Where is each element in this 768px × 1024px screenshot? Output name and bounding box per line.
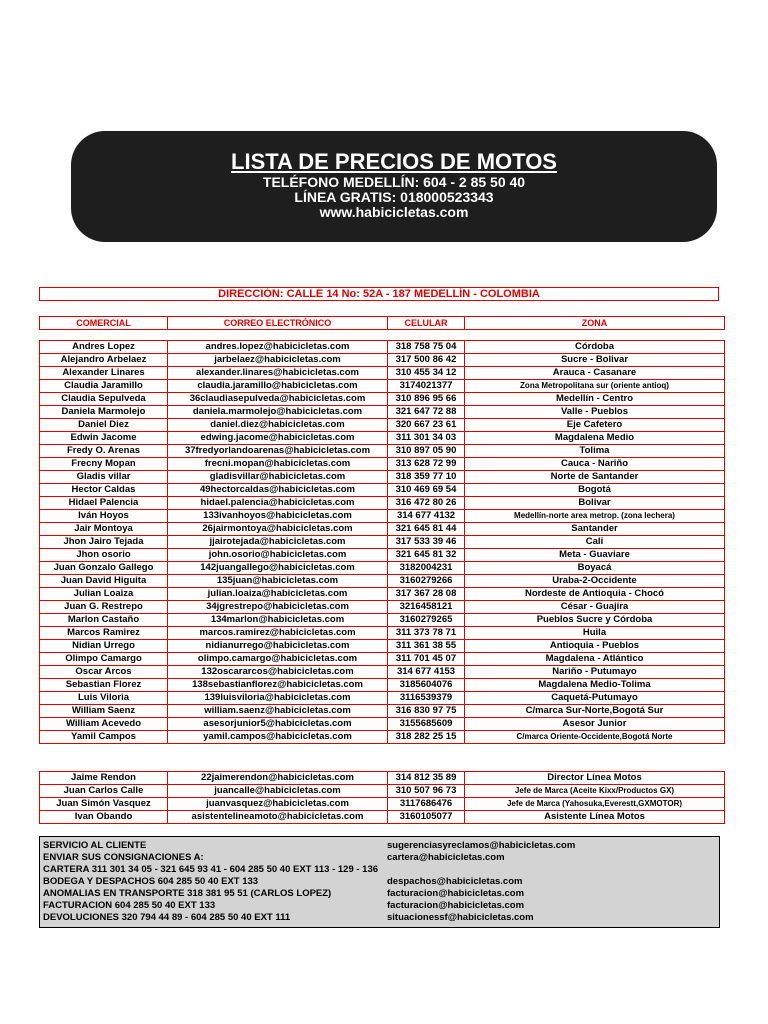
- phone-cell: 314 812 35 89: [388, 772, 465, 785]
- footer-panel: [39, 836, 720, 928]
- email-cell[interactable]: 37fredyorlandoarenas@habicicletas.com: [168, 445, 388, 458]
- phone-cell: 3185604076: [388, 679, 465, 692]
- zone-cell: Arauca - Casanare: [465, 367, 725, 380]
- footer-contact-line: DEVOLUCIONES 320 794 44 89 - 604 285 50 40 EXT 111: [43, 912, 291, 923]
- email-cell[interactable]: claudia.jaramillo@habicicletas.com: [168, 380, 388, 393]
- comercial-cell: Jaime Rendon: [40, 772, 168, 785]
- zone-cell: Tolima: [465, 445, 725, 458]
- zone-cell: Valle - Pueblos: [465, 406, 725, 419]
- table-row: [40, 772, 725, 785]
- comercial-cell: Alejandro Arbelaez: [40, 354, 168, 367]
- website[interactable]: www.habicicletas.com: [319, 204, 469, 220]
- email-cell[interactable]: asistentelineamoto@habicicletas.com: [168, 811, 388, 824]
- email-cell[interactable]: asesorjunior5@habicicletas.com: [168, 718, 388, 731]
- table-row: [40, 705, 725, 718]
- comercial-cell: Claudia Jaramillo: [40, 380, 168, 393]
- zone-cell: Uraba-2-Occidente: [465, 575, 725, 588]
- zone-cell: Jefe de Marca (Aceite Kixx/Productos GX): [465, 785, 725, 798]
- table-row: [40, 445, 725, 458]
- header-banner: [71, 131, 717, 242]
- zone-cell: César - Guajira: [465, 601, 725, 614]
- phone-cell: 316 830 97 75: [388, 705, 465, 718]
- column-header-zona: ZONA: [465, 317, 725, 330]
- phone-cell: 318 758 75 04: [388, 341, 465, 354]
- phone-cell: 310 469 69 54: [388, 484, 465, 497]
- email-cell[interactable]: hidael.palencia@habicicletas.com: [168, 497, 388, 510]
- comercial-cell: Daniela Marmolejo: [40, 406, 168, 419]
- comercial-cell: Yamil Campos: [40, 731, 168, 744]
- zone-cell: Jefe de Marca (Yahosuka,Everestt,GXMOTOR): [465, 798, 725, 811]
- footer-contact-line: ENVIAR SUS CONSIGNACIONES A:: [43, 852, 204, 863]
- comercial-cell: Olimpo Camargo: [40, 653, 168, 666]
- phone-cell: 317 367 28 08: [388, 588, 465, 601]
- zone-cell: Norte de Santander: [465, 471, 725, 484]
- email-cell[interactable]: 132oscararcos@habicicletas.com: [168, 666, 388, 679]
- phone-cell: 321 647 72 88: [388, 406, 465, 419]
- email-cell[interactable]: olimpo.camargo@habicicletas.com: [168, 653, 388, 666]
- zone-cell: Director Línea Motos: [465, 772, 725, 785]
- comercial-cell: Juan Carlos Calle: [40, 785, 168, 798]
- email-cell[interactable]: 26jairmontoya@habicicletas.com: [168, 523, 388, 536]
- comercial-cell: Julian Loaiza: [40, 588, 168, 601]
- email-cell[interactable]: 142juangallego@habicicletas.com: [168, 562, 388, 575]
- zone-cell: Cauca - Nariño: [465, 458, 725, 471]
- phone-cell: 313 628 72 99: [388, 458, 465, 471]
- comercial-cell: Sebastian Florez: [40, 679, 168, 692]
- phone-cell: 310 455 34 12: [388, 367, 465, 380]
- comercial-cell: Oscar Arcos: [40, 666, 168, 679]
- zone-cell: Boyacá: [465, 562, 725, 575]
- table-row: [40, 692, 725, 705]
- zone-cell: Magdalena - Atlántico: [465, 653, 725, 666]
- footer-email-line[interactable]: facturacion@habicicletas.com: [387, 888, 525, 899]
- footer-email-line[interactable]: facturacion@habicicletas.com: [387, 900, 525, 911]
- phone-cell: 3155685609: [388, 718, 465, 731]
- comercial-cell: Iván Hoyos: [40, 510, 168, 523]
- table-row: [40, 666, 725, 679]
- email-cell[interactable]: 133ivanhoyos@habicicletas.com: [168, 510, 388, 523]
- phone-cell: 3174021377: [388, 380, 465, 393]
- free-line: LÍNEA GRATIS: 018000523343: [294, 189, 494, 205]
- footer-email-line[interactable]: cartera@habicicletas.com: [387, 852, 505, 863]
- comercial-cell: Edwin Jacome: [40, 432, 168, 445]
- zone-cell: Santander: [465, 523, 725, 536]
- comercial-cell: Alexander Linares: [40, 367, 168, 380]
- zone-cell: Córdoba: [465, 341, 725, 354]
- email-cell[interactable]: 139luisviloria@habicicletas.com: [168, 692, 388, 705]
- table-row: [40, 731, 725, 744]
- phone-cell: 3216458121: [388, 601, 465, 614]
- zone-cell: C/marca Oriente-Occidente,Bogotá Norte: [465, 731, 725, 744]
- comercial-cell: Juan G. Restrepo: [40, 601, 168, 614]
- zone-cell: Zona Metropolitana sur (oriente antioq): [465, 380, 725, 393]
- email-cell[interactable]: frecni.mopan@habicicletas.com: [168, 458, 388, 471]
- comercial-cell: Jhon Jairo Tejada: [40, 536, 168, 549]
- zone-cell: Huila: [465, 627, 725, 640]
- zone-cell: Asesor Junior: [465, 718, 725, 731]
- zone-cell: Asistente Línea Motos: [465, 811, 725, 824]
- comercial-cell: Juan Simón Vasquez: [40, 798, 168, 811]
- table-row: [40, 718, 725, 731]
- column-header: [39, 316, 725, 330]
- email-cell[interactable]: julian.loaiza@habicicletas.com: [168, 588, 388, 601]
- phone-line: TELÉFONO MEDELLÍN: 604 - 2 85 50 40: [262, 174, 526, 190]
- phone-cell: 3117686476: [388, 798, 465, 811]
- email-cell[interactable]: 34jgrestrepo@habicicletas.com: [168, 601, 388, 614]
- comercial-cell: Andres Lopez: [40, 341, 168, 354]
- comercial-cell: Fredy O. Arenas: [40, 445, 168, 458]
- footer-contact-line: CARTERA 311 301 34 05 - 321 645 93 41 - 604 285 50 40 EXT 113 - 129 - 136: [43, 864, 379, 875]
- email-cell[interactable]: alexander.linares@habicicletas.com: [168, 367, 388, 380]
- table-row: [40, 614, 725, 627]
- email-cell[interactable]: juancalle@habicicletas.com: [168, 785, 388, 798]
- phone-cell: 314 677 4132: [388, 510, 465, 523]
- comercial-cell: Hidael Palencia: [40, 497, 168, 510]
- comercial-cell: William Acevedo: [40, 718, 168, 731]
- phone-cell: 3160279266: [388, 575, 465, 588]
- comercial-cell: Jhon osorio: [40, 549, 168, 562]
- table-row: [40, 601, 725, 614]
- zone-cell: Medellín - Centro: [465, 393, 725, 406]
- phone-cell: 317 500 86 42: [388, 354, 465, 367]
- table-row: [40, 640, 725, 653]
- zone-cell: Cali: [465, 536, 725, 549]
- comercial-cell: Luis Viloria: [40, 692, 168, 705]
- footer-contact-line: ANOMALIAS EN TRANSPORTE 318 381 95 51 (CARLOS LOPEZ): [43, 888, 332, 899]
- email-cell[interactable]: 22jaimerendon@habicicletas.com: [168, 772, 388, 785]
- zone-cell: Nordeste de Antioquia - Chocó: [465, 588, 725, 601]
- email-cell[interactable]: 135juan@habicicletas.com: [168, 575, 388, 588]
- comercial-cell: Juan David Higuita: [40, 575, 168, 588]
- table-row: [40, 785, 725, 798]
- table-row: [40, 341, 725, 354]
- footer-email-line[interactable]: [387, 864, 575, 876]
- column-header-celular: CELULAR: [388, 317, 465, 330]
- zone-cell: Pueblos Sucre y Córdoba: [465, 614, 725, 627]
- column-header-comercial: COMERCIAL: [40, 317, 168, 330]
- phone-cell: 316 472 80 26: [388, 497, 465, 510]
- zone-cell: Meta - Guaviare: [465, 549, 725, 562]
- table-row: [40, 653, 725, 666]
- table-row: [40, 679, 725, 692]
- comercial-cell: Hector Caldas: [40, 484, 168, 497]
- email-cell[interactable]: yamil.campos@habicicletas.com: [168, 731, 388, 744]
- comercial-cell: Gladis villar: [40, 471, 168, 484]
- address-bar: DIRECCIÓN: CALLE 14 No: 52A - 187 MEDELLÍN - COLOMBIA: [39, 287, 719, 301]
- phone-cell: 311 701 45 07: [388, 653, 465, 666]
- column-header-email: CORREO ELECTRÓNICO: [168, 317, 388, 330]
- table-row: [40, 458, 725, 471]
- footer-contacts: [43, 840, 378, 924]
- email-cell[interactable]: 134marlon@habicicletas.com: [168, 614, 388, 627]
- table-row: [40, 588, 725, 601]
- email-cell[interactable]: gladisvillar@habicicletas.com: [168, 471, 388, 484]
- footer-emails: [387, 840, 575, 924]
- phone-cell: 311 373 78 71: [388, 627, 465, 640]
- zone-cell: Nariño - Putumayo: [465, 666, 725, 679]
- table-row: [40, 367, 725, 380]
- table-row: [40, 406, 725, 419]
- phone-cell: 314 677 4153: [388, 666, 465, 679]
- phone-cell: 311 301 34 03: [388, 432, 465, 445]
- phone-cell: 320 667 23 61: [388, 419, 465, 432]
- email-cell[interactable]: jjairotejada@habicicletas.com: [168, 536, 388, 549]
- email-cell[interactable]: edwing.jacome@habicicletas.com: [168, 432, 388, 445]
- table-row: [40, 484, 725, 497]
- footer-email-line[interactable]: sugerenciasyreclamos@habicicletas.com: [387, 840, 576, 851]
- email-cell[interactable]: nidianurrego@habicicletas.com: [168, 640, 388, 653]
- comercial-cell: Jair Montoya: [40, 523, 168, 536]
- table-row: [40, 562, 725, 575]
- comercial-cell: Marcos Ramirez: [40, 627, 168, 640]
- email-cell[interactable]: marcos.ramirez@habicicletas.com: [168, 627, 388, 640]
- phone-cell: 3160105077: [388, 811, 465, 824]
- footer-contact-line: BODEGA Y DESPACHOS 604 285 50 40 EXT 133: [43, 876, 259, 887]
- phone-cell: 3116539379: [388, 692, 465, 705]
- sales-table: [39, 340, 725, 744]
- zone-cell: Caquetá-Putumayo: [465, 692, 725, 705]
- footer-contact-line: FACTURACION 604 285 50 40 EXT 133: [43, 900, 216, 911]
- phone-cell: 311 361 38 55: [388, 640, 465, 653]
- table-row: [40, 380, 725, 393]
- phone-cell: 310 897 05 90: [388, 445, 465, 458]
- table-row: [40, 811, 725, 824]
- table-row: [40, 523, 725, 536]
- footer-contact-line: SERVICIO AL CLIENTE: [43, 840, 147, 851]
- comercial-cell: Ivan Obando: [40, 811, 168, 824]
- staff-table: [39, 771, 725, 824]
- zone-cell: C/marca Sur-Norte,Bogotá Sur: [465, 705, 725, 718]
- phone-cell: 310 896 95 66: [388, 393, 465, 406]
- zone-cell: Eje Cafetero: [465, 419, 725, 432]
- zone-cell: Bolivar: [465, 497, 725, 510]
- table-row: [40, 497, 725, 510]
- table-row: [40, 575, 725, 588]
- footer-email-line[interactable]: situacionessf@habicicletas.com: [387, 912, 534, 923]
- comercial-cell: Frecny Mopan: [40, 458, 168, 471]
- phone-cell: 310 507 96 73: [388, 785, 465, 798]
- email-cell[interactable]: jarbelaez@habicicletas.com: [168, 354, 388, 367]
- table-row: [40, 627, 725, 640]
- email-cell[interactable]: andres.lopez@habicicletas.com: [168, 341, 388, 354]
- table-row: [40, 419, 725, 432]
- table-row: [40, 549, 725, 562]
- table-row: [40, 510, 725, 523]
- zone-cell: Medellín-norte area metrop. (zona lechera): [465, 510, 725, 523]
- zone-cell: Magdalena Medio-Tolima: [465, 679, 725, 692]
- table-row: [40, 536, 725, 549]
- comercial-cell: William Saenz: [40, 705, 168, 718]
- email-cell[interactable]: william.saenz@habicicletas.com: [168, 705, 388, 718]
- table-row: [40, 432, 725, 445]
- comercial-cell: Nidian Urrego: [40, 640, 168, 653]
- table-row: [40, 798, 725, 811]
- phone-cell: 3160279265: [388, 614, 465, 627]
- table-row: [40, 354, 725, 367]
- zone-cell: Bogotá: [465, 484, 725, 497]
- email-cell[interactable]: 138sebastianflorez@habicicletas.com: [168, 679, 388, 692]
- comercial-cell: Daniel Diez: [40, 419, 168, 432]
- page-title: LISTA DE PRECIOS DE MOTOS: [231, 149, 557, 174]
- phone-cell: 318 359 77 10: [388, 471, 465, 484]
- email-cell[interactable]: 49hectorcaldas@habicicletas.com: [168, 484, 388, 497]
- phone-cell: 321 645 81 32: [388, 549, 465, 562]
- phone-cell: 318 282 25 15: [388, 731, 465, 744]
- phone-cell: 317 533 39 46: [388, 536, 465, 549]
- table-row: [40, 471, 725, 484]
- phone-cell: 321 645 81 44: [388, 523, 465, 536]
- comercial-cell: Claudia Sepulveda: [40, 393, 168, 406]
- phone-cell: 3182004231: [388, 562, 465, 575]
- email-cell[interactable]: daniel.diez@habicicletas.com: [168, 419, 388, 432]
- zone-cell: Sucre - Bolivar: [465, 354, 725, 367]
- zone-cell: Antioquia - Pueblos: [465, 640, 725, 653]
- comercial-cell: Marlon Castaño: [40, 614, 168, 627]
- email-cell[interactable]: 36claudiasepulveda@habicicletas.com: [168, 393, 388, 406]
- email-cell[interactable]: juanvasquez@habicicletas.com: [168, 798, 388, 811]
- table-row: [40, 393, 725, 406]
- email-cell[interactable]: john.osorio@habicicletas.com: [168, 549, 388, 562]
- footer-email-line[interactable]: despachos@habicicletas.com: [387, 876, 523, 887]
- email-cell[interactable]: daniela.marmolejo@habicicletas.com: [168, 406, 388, 419]
- comercial-cell: Juan Gonzalo Gallego: [40, 562, 168, 575]
- zone-cell: Magdalena Medio: [465, 432, 725, 445]
